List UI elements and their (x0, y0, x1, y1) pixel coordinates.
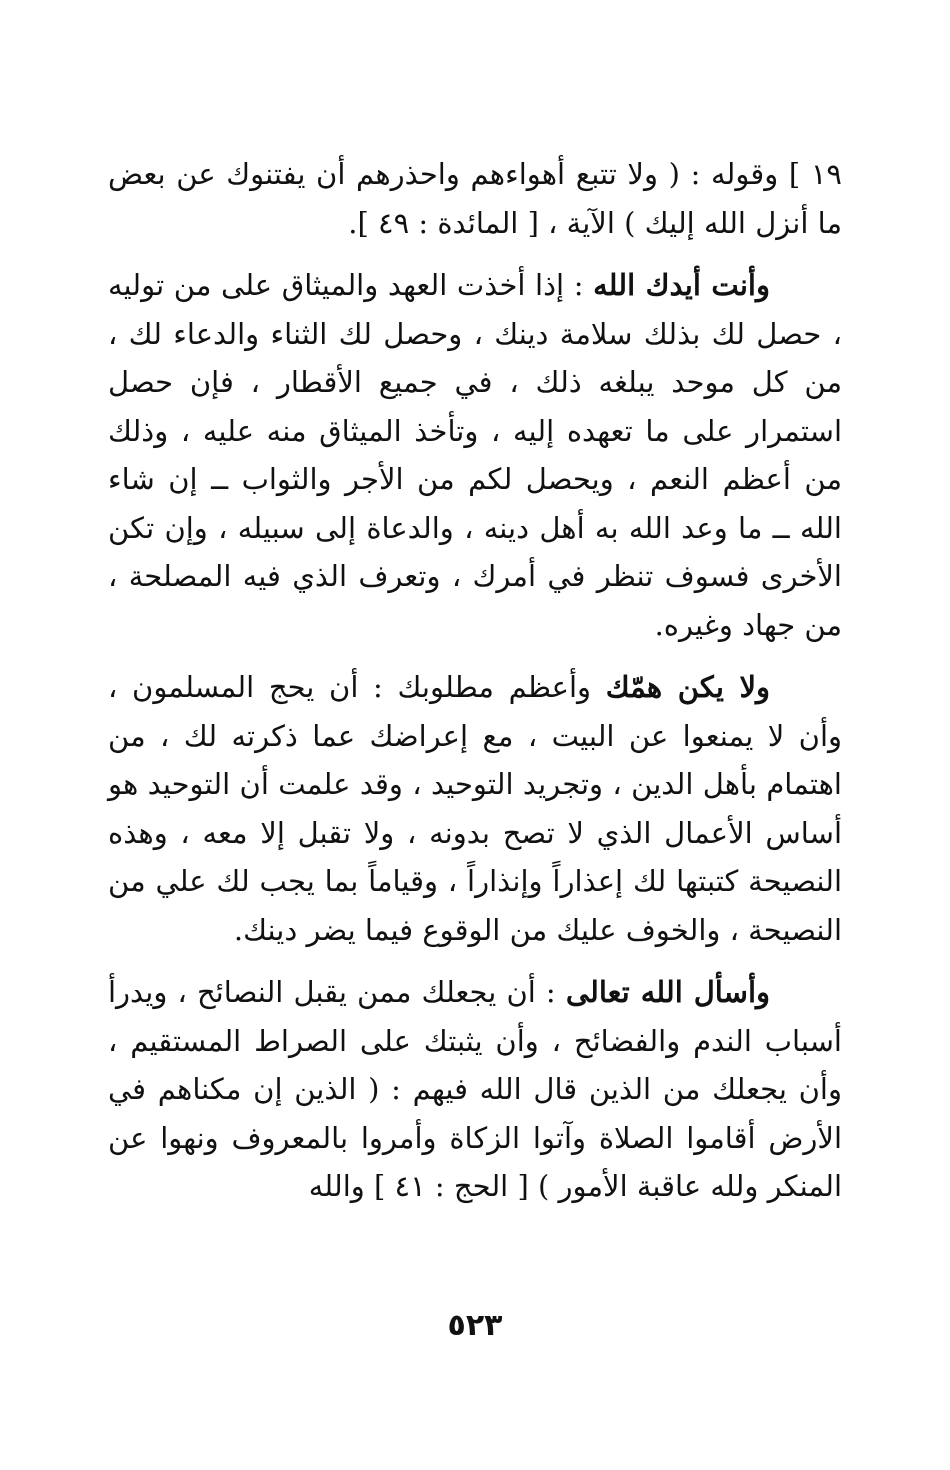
paragraph-19 (108, 150, 842, 247)
body-text (108, 150, 842, 1211)
paragraph-lead: وأسأل الله تعالى (565, 975, 771, 1009)
paragraph-lead: وأنت أيدك الله (593, 268, 770, 302)
paragraph-la-yakun-hammuk (108, 663, 842, 954)
paragraph-text: ١٩ ] وقوله : ( ولا تتبع أهواءهم واحذرهم أن يفتنوك عن بعض ما أنزل الله إليك ) الآية ، [ المائدة : ٤٩ ]. (108, 157, 842, 240)
paragraph-text: : إذا أخذت العهد والميثاق على من توليه ، حصل لك بذلك سلامة دينك ، وحصل لك الثناء والدعاء لك ، من كل موحد يبلغه ذلك ، في جميع الأقطار ، فإن حصل استمرار على ما تعهده إليه ، وتأخذ الميثاق منه عليه ، وذلك من أعظم النعم ، ويحصل لكم من الأجر والثواب ــ إن شاء الله ــ ما وعد الله به أهل دينه ، والدعاة إلى سبيله ، وإن تكن الأخرى فسوف تنظر في أمرك ، وتعرف الذي فيه المصلحة ، من جهاد وغيره. (108, 268, 842, 642)
page-number: ٥٢٣ (447, 1308, 503, 1343)
paragraph-lead: ولا يكن همّك (605, 670, 770, 704)
paragraph-text: وأعظم مطلوبك : أن يحج المسلمون ، وأن لا يمنعوا عن البيت ، مع إعراضك عما ذكرته لك ، من اهتمام بأهل الدين ، وتجريد التوحيد ، وقد علمت أن التوحيد هو أساس الأعمال الذي لا تصح بدونه ، ولا تقبل إلا معه ، وهذه النصيحة كتبتها لك إعذاراً وإنذاراً ، وقياماً بما يجب لك علي من النصيحة ، والخوف عليك من الوقوع فيما يضر دينك. (108, 670, 842, 947)
paragraph-text: : أن يجعلك ممن يقبل النصائح ، ويدرأ أسباب الندم والفضائح ، وأن يثبتك على الصراط المستقيم ، وأن يجعلك من الذين قال الله فيهم : ( الذين إن مكناهم في الأرض أقاموا الصلاة وآتوا الزكاة وأمروا بالمعروف ونهوا عن المنكر ولله عاقبة الأمور ) [ الحج : ٤١ ] والله (108, 975, 842, 1203)
paragraph-anta-ayyadaka-allah (108, 261, 842, 649)
paragraph-asal-allah (108, 968, 842, 1211)
